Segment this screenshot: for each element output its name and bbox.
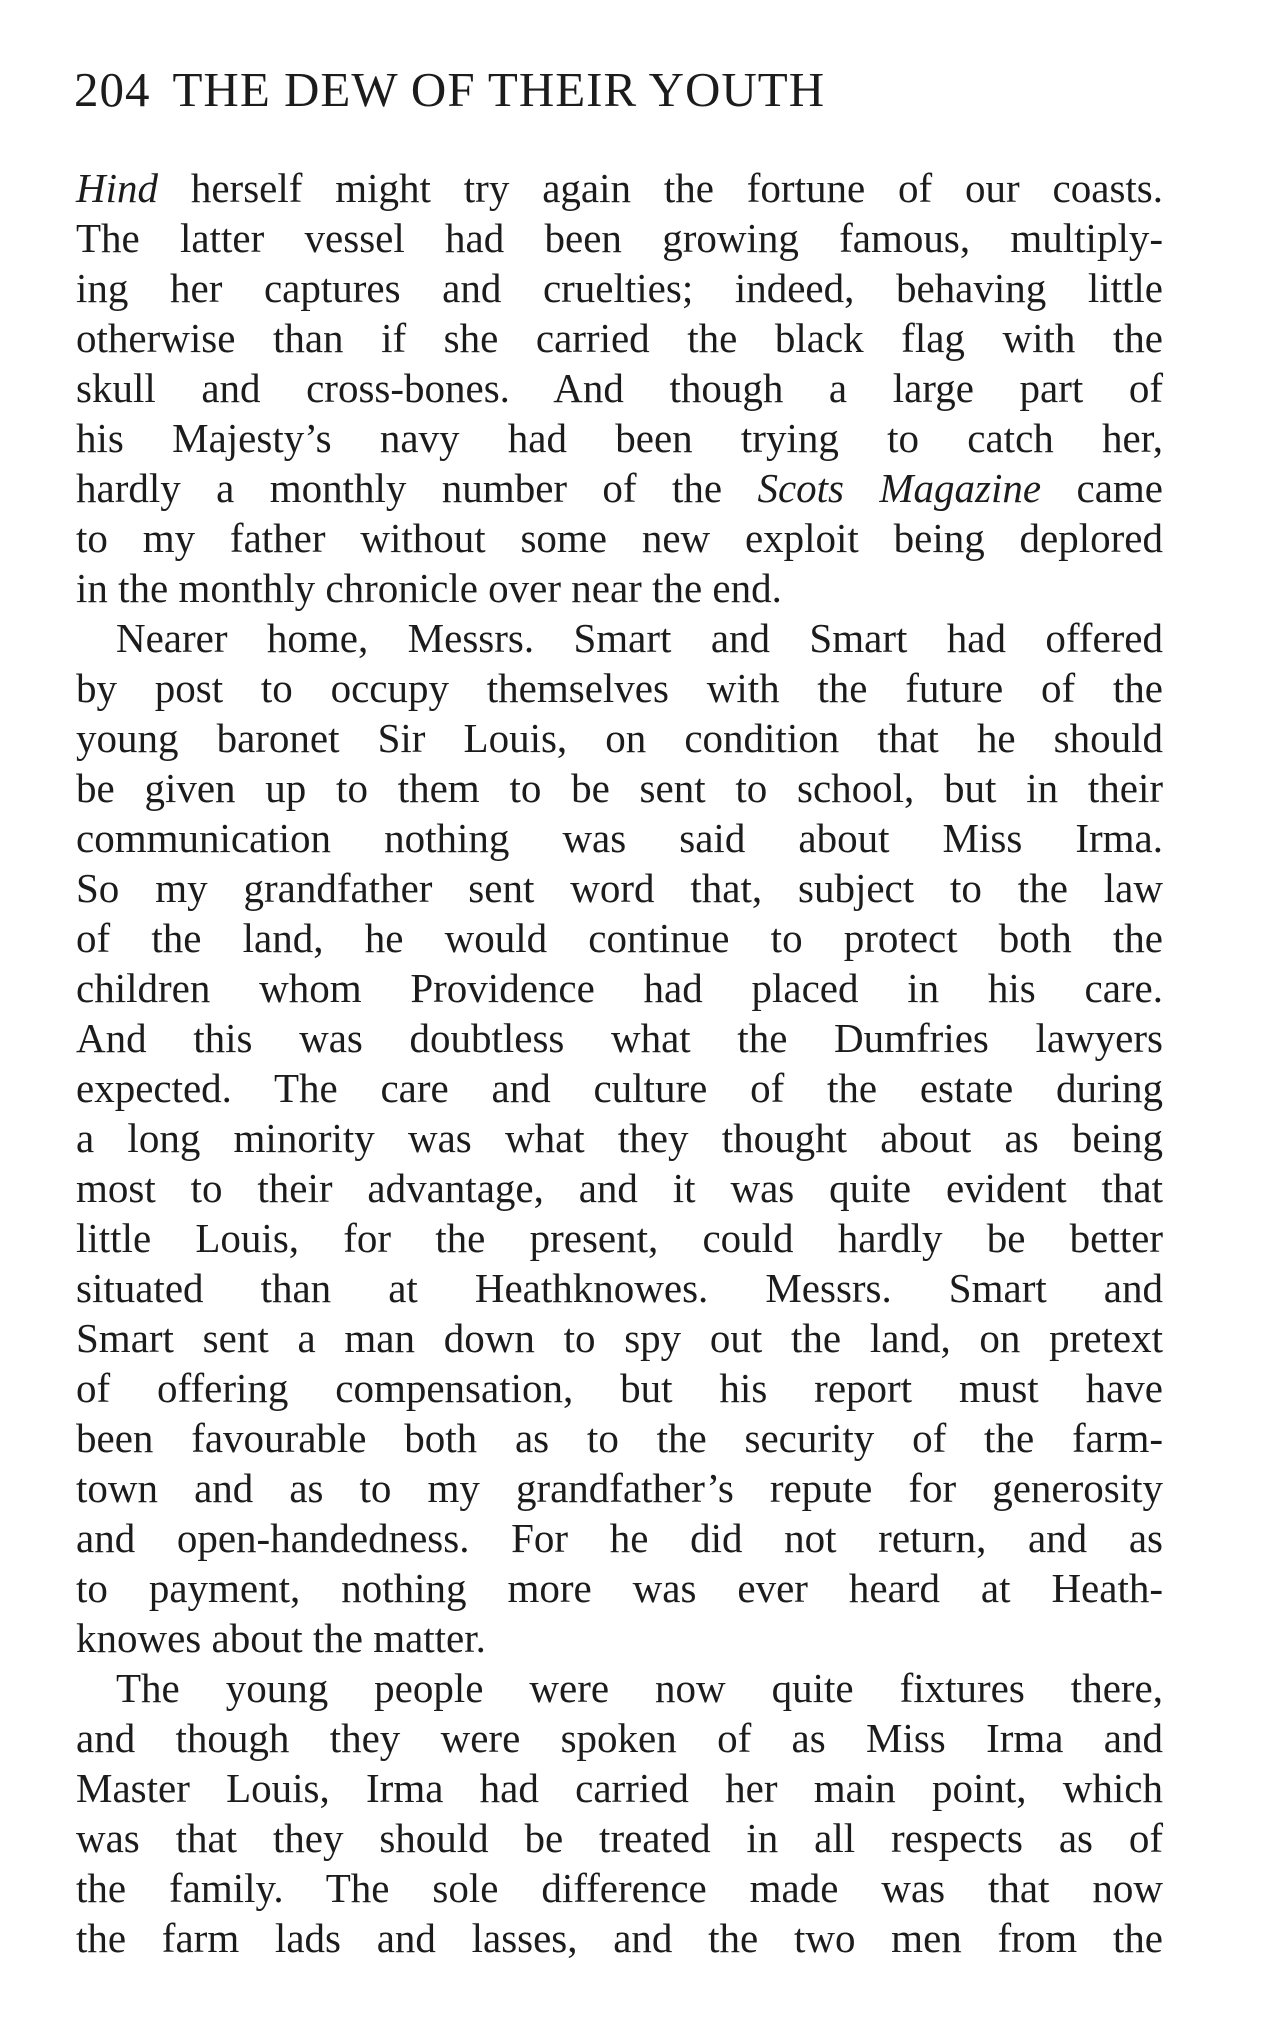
text-line: to my father without some new exploit being deplored xyxy=(76,515,1163,561)
text-line: And this was doubtless what the Dumfries lawyers xyxy=(76,1015,1163,1061)
text-line: by post to occupy themselves with the future of the xyxy=(76,665,1163,711)
text-line: children whom Providence had placed in his care. xyxy=(76,965,1163,1011)
text-line: Master Louis, Irma had carried her main point, which xyxy=(76,1765,1163,1811)
text-line: So my grandfather sent word that, subject to the law xyxy=(76,865,1163,911)
text-line: and though they were spoken of as Miss Irma and xyxy=(76,1715,1163,1761)
text-line: to payment, nothing more was ever heard at Heath- xyxy=(76,1565,1163,1611)
text-line: his Majesty’s navy had been trying to catch her, xyxy=(76,415,1163,461)
text-line: skull and cross-bones. And though a large part of xyxy=(76,365,1163,411)
text-line: The latter vessel had been growing famous, multiply- xyxy=(76,215,1163,261)
text-line: Hind herself might try again the fortune of our coasts. xyxy=(76,165,1163,211)
text-line: communication nothing was said about Miss Irma. xyxy=(76,815,1163,861)
text-line: of offering compensation, but his report must have xyxy=(76,1365,1163,1411)
text-line: Smart sent a man down to spy out the land, on pretext xyxy=(76,1315,1163,1361)
text-line: expected. The care and culture of the estate during xyxy=(76,1065,1163,1111)
text-line: most to their advantage, and it was quite evident that xyxy=(76,1165,1163,1211)
text-line: of the land, he would continue to protect both the xyxy=(76,915,1163,961)
text-line: situated than at Heathknowes. Messrs. Smart and xyxy=(76,1265,1163,1311)
running-head xyxy=(74,60,1174,120)
text-line: a long minority was what they thought about as being xyxy=(76,1115,1163,1161)
text-line: ing her captures and cruelties; indeed, behaving little xyxy=(76,265,1163,311)
text-line: the family. The sole difference made was that now xyxy=(76,1865,1163,1911)
text-line: was that they should be treated in all respects as of xyxy=(76,1815,1163,1861)
text-line: young baronet Sir Louis, on condition that he should xyxy=(76,715,1163,761)
running-title: THE DEW OF THEIR YOUTH xyxy=(172,62,826,117)
body-text xyxy=(76,163,1163,1963)
text-line: hardly a monthly number of the Scots Magazine came xyxy=(76,465,1163,511)
text-line: be given up to them to be sent to school, but in their xyxy=(76,765,1163,811)
text-line: in the monthly chronicle over near the end. xyxy=(76,565,782,611)
text-line: otherwise than if she carried the black flag with the xyxy=(76,315,1163,361)
text-line: The young people were now quite fixtures there, xyxy=(116,1665,1163,1711)
text-line: been favourable both as to the security of the farm- xyxy=(76,1415,1163,1461)
text-line: Nearer home, Messrs. Smart and Smart had offered xyxy=(116,615,1163,661)
page-number: 204 xyxy=(74,62,151,117)
text-line: the farm lads and lasses, and the two men from the xyxy=(76,1915,1163,1961)
text-line: little Louis, for the present, could hardly be better xyxy=(76,1215,1163,1261)
text-line: knowes about the matter. xyxy=(76,1615,486,1661)
text-line: town and as to my grandfather’s repute for generosity xyxy=(76,1465,1163,1511)
text-line: and open-handedness. For he did not return, and as xyxy=(76,1515,1163,1561)
